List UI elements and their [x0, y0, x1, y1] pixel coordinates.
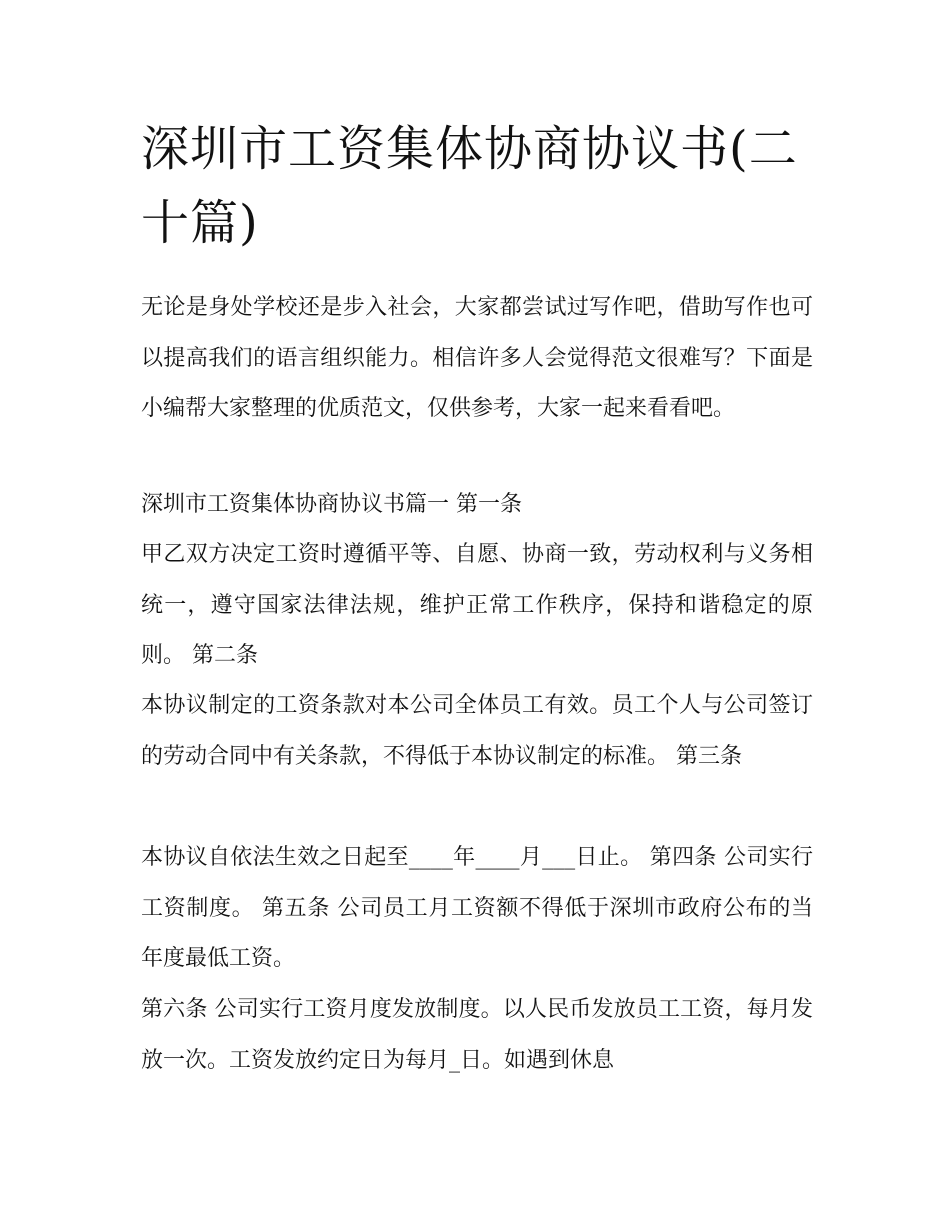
- article-paragraph: 本协议自依法生效之日起至____年____月___日止。 第四条 公司实行工资制度。 第五条 公司员工月工资额不得低于深圳市政府公布的当年度最低工资。: [141, 845, 813, 971]
- document-title: 深圳市工资集体协商协议书(二十篇): [141, 121, 798, 251]
- article-paragraph: 甲乙双方决定工资时遵循平等、自愿、协商一致，劳动权利与义务相统一，遵守国家法律法规，维护正常工作秩序，保持和谐稳定的原则。 第二条: [141, 542, 813, 668]
- article-paragraph: 本协议制定的工资条款对本公司全体员工有效。员工个人与公司签订的劳动合同中有关条款，不得低于本协议制定的标准。 第三条: [141, 693, 813, 769]
- article-paragraph: 第六条 公司实行工资月度发放制度。以人民币发放员工工资，每月发放一次。工资发放约定日为每月_日。如遇到休息: [141, 997, 813, 1073]
- section-heading: 深圳市工资集体协商协议书篇一 第一条: [141, 492, 522, 517]
- intro-paragraph: 无论是身处学校还是步入社会，大家都尝试过写作吧，借助写作也可以提高我们的语言组织能力。相信许多人会觉得范文很难写？下面是小编帮大家整理的优质范文，仅供参考，大家一起来看看吧。: [141, 295, 813, 421]
